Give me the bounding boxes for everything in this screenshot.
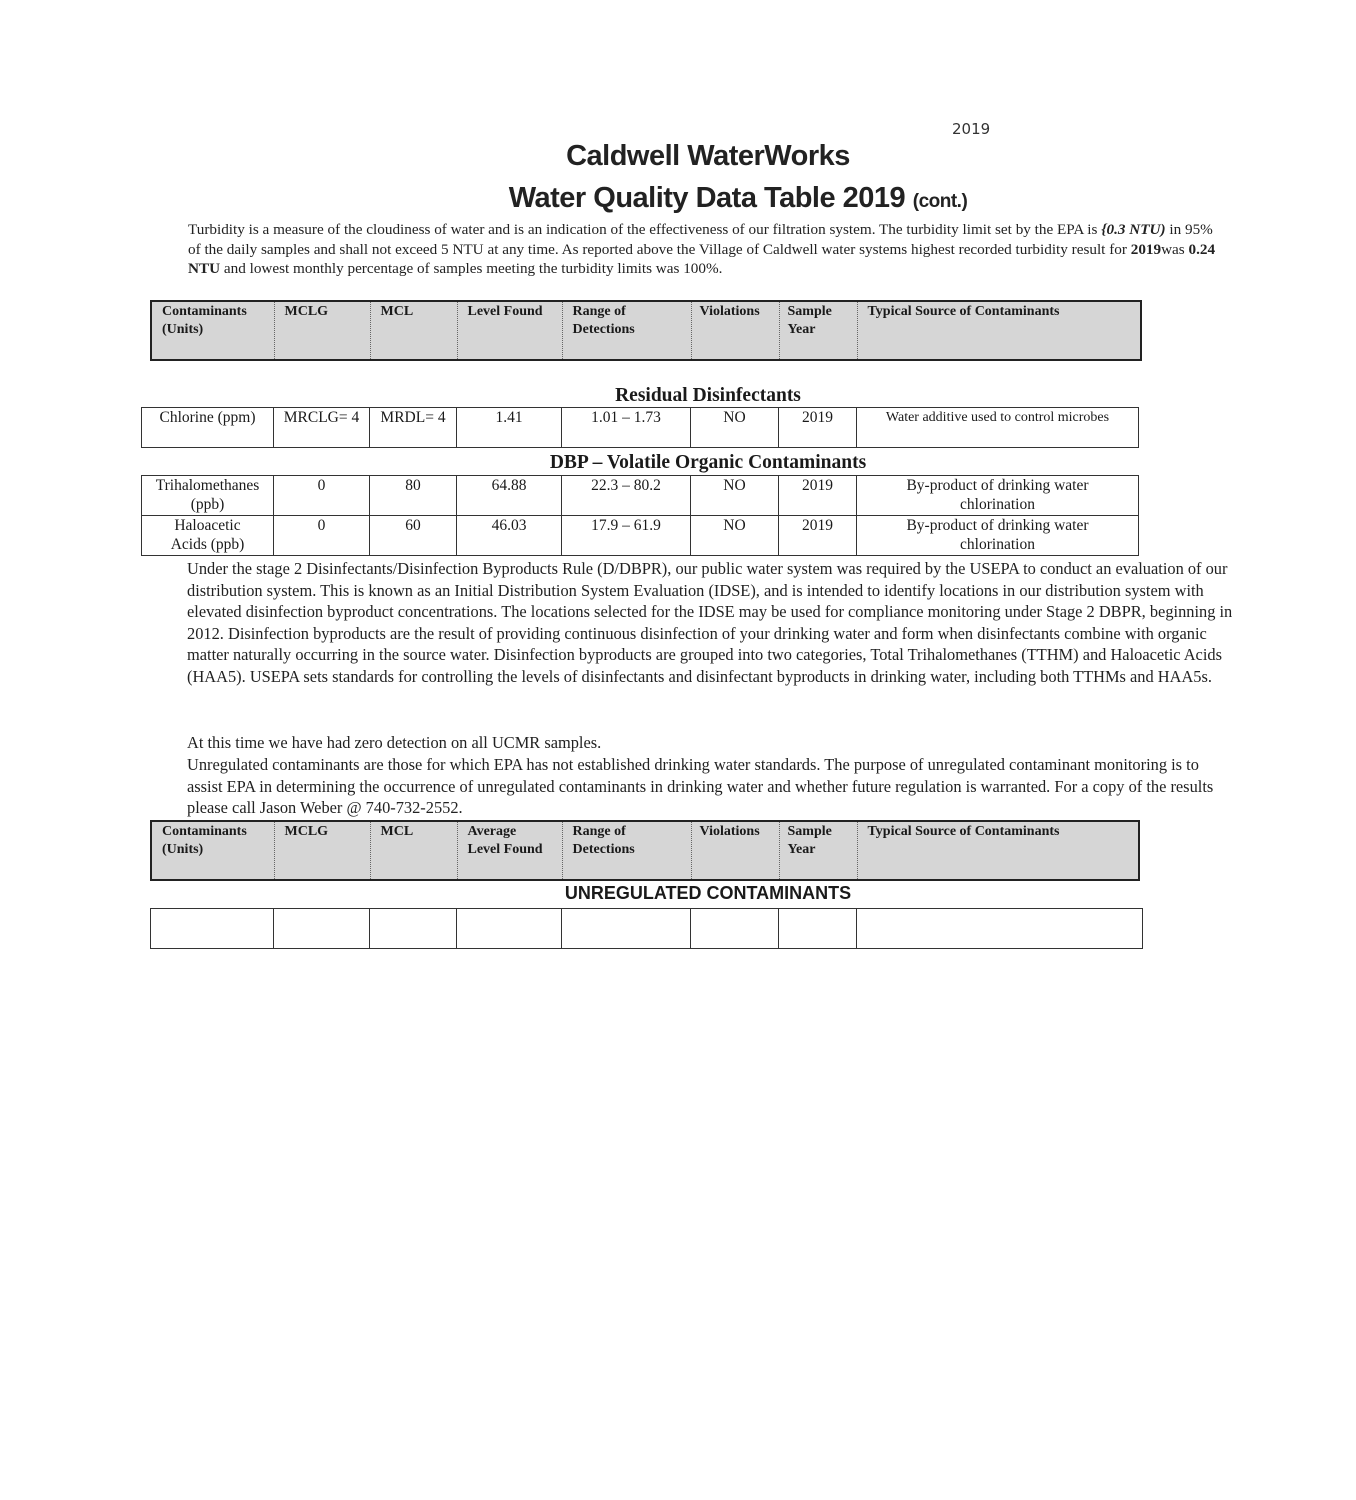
cell-violations: NO	[691, 408, 779, 448]
intro-text: in 95% of the daily samples and shall not exceed 5 NTU at any time. As reported above the Village of Caldwell water systems highest recorded turbidity result for	[188, 221, 1213, 258]
cell-mclg: 0	[274, 476, 370, 516]
cell-contaminant: Haloacetic Acids (ppb)	[142, 516, 274, 556]
header-typical-source: Typical Source of Contaminants	[857, 301, 1141, 360]
table-row	[151, 909, 1143, 949]
cell-level: 64.88	[457, 476, 562, 516]
turbidity-paragraph	[188, 220, 1228, 279]
cell-mcl	[370, 909, 457, 949]
header-contaminants: Contaminants (Units)	[151, 821, 274, 880]
cell-range: 17.9 – 61.9	[562, 516, 691, 556]
table-row	[142, 476, 1139, 516]
page-subtitle	[0, 182, 1356, 215]
header-mcl: MCL	[370, 301, 457, 360]
cell-source: Water additive used to control microbes	[857, 408, 1139, 448]
cell-range	[562, 909, 691, 949]
intro-text: was	[1161, 240, 1189, 258]
intro-text: and lowest monthly percentage of samples meeting the turbidity limits was 100%.	[220, 260, 723, 277]
cell-mcl: 60	[370, 516, 457, 556]
turbidity-year: 2019	[1130, 240, 1162, 258]
page-title	[0, 140, 1356, 173]
header-mclg: MCLG	[274, 301, 370, 360]
cell-contaminant: Trihalomethanes (ppb)	[142, 476, 274, 516]
header-average-level-found: Average Level Found	[457, 821, 562, 880]
section-unregulated: UNREGULATED CONTAMINANTS	[564, 883, 852, 903]
cell-year: 2019	[779, 408, 857, 448]
header-mclg: MCLG	[274, 821, 370, 880]
cell-mclg	[274, 909, 370, 949]
header-sample-year: Sample Year	[779, 301, 857, 360]
table-row	[142, 516, 1139, 556]
cell-mclg: MRCLG= 4	[274, 408, 370, 448]
section-dbp: DBP – Volatile Organic Contaminants	[549, 452, 867, 473]
table2-header	[150, 820, 1140, 881]
cell-violations	[691, 909, 779, 949]
dbpr-paragraph: Under the stage 2 Disinfectants/Disinfection Byproducts Rule (D/DBPR), our public water system was required by the USEPA to conduct an evaluation of our distribution system. This is known as an Initial Distribution System Evaluation (IDSE), and is intended to identify locations in our distribution system with elevated disinfection byproduct concentrations. The locations selected for the IDSE may be used for compliance monitoring under Stage 2 DBPR, beginning in 2012. Disinfection byproducts are the result of providing continuous disinfection of your drinking water and form when disinfectants combine with organic matter naturally occurring in the source water. Disinfection byproducts are grouped into two categories, Total Trihalomethanes (TTHM) and Haloacetic Acids (HAA5). USEPA sets standards for controlling the levels of disinfectants and disinfectant byproducts in drinking water, including both TTHMs and HAA5s.	[187, 559, 1233, 686]
header-sample-year: Sample Year	[779, 821, 857, 880]
intro-text: Turbidity is a measure of the cloudiness of water and is an indication of the effectiveness of our filtration system. The turbidity limit set by the EPA is	[188, 221, 1102, 238]
unregulated-table	[150, 908, 1143, 949]
cell-mcl: 80	[370, 476, 457, 516]
turbidity-limit: {0.3 NTU)	[1101, 221, 1166, 238]
cell-mcl: MRDL= 4	[370, 408, 457, 448]
cell-year: 2019	[779, 516, 857, 556]
residual-table	[141, 407, 1139, 448]
cell-range: 22.3 – 80.2	[562, 476, 691, 516]
cell-year	[779, 909, 857, 949]
cell-level: 1.41	[457, 408, 562, 448]
header-mcl: MCL	[370, 821, 457, 880]
table1-header	[150, 300, 1142, 361]
ucmr-paragraph: At this time we have had zero detection on all UCMR samples.	[187, 733, 602, 752]
header-typical-source: Typical Source of Contaminants	[857, 821, 1139, 880]
cell-mclg: 0	[274, 516, 370, 556]
turbidity-value: 0.24 NTU	[188, 240, 1216, 277]
title-line1: Caldwell WaterWorks	[566, 140, 850, 172]
dbp-table	[141, 475, 1139, 556]
cell-source: By-product of drinking water chlorination	[857, 476, 1139, 516]
cell-contaminant	[151, 909, 274, 949]
header-range: Range of Detections	[562, 301, 691, 360]
cell-level	[457, 909, 562, 949]
section-residual-disinfectants: Residual Disinfectants	[615, 385, 801, 406]
cell-range: 1.01 – 1.73	[562, 408, 691, 448]
cell-source: By-product of drinking water chlorination	[857, 516, 1139, 556]
header-range: Range of Detections	[562, 821, 691, 880]
cell-level: 46.03	[457, 516, 562, 556]
cell-source	[857, 909, 1143, 949]
cell-year: 2019	[779, 476, 857, 516]
cell-contaminant: Chlorine (ppm)	[142, 408, 274, 448]
unregulated-paragraph: Unregulated contaminants are those for which EPA has not established drinking water standards. The purpose of unregulated contaminant monitoring is to assist EPA in determining the occurrence of unregulated contaminants in drinking water and whether future regulation is warranted. For a copy of the results please call Jason Weber @ 740-732-2552.	[187, 755, 1214, 818]
header-violations: Violations	[691, 301, 779, 360]
title-suffix: (cont.)	[912, 191, 968, 212]
title-line2: Water Quality Data Table 2019	[508, 182, 906, 214]
header-level-found: Level Found	[457, 301, 562, 360]
header-violations: Violations	[691, 821, 779, 880]
table-row	[142, 408, 1139, 448]
corner-year: 2019	[952, 120, 991, 138]
header-contaminants: Contaminants (Units)	[151, 301, 274, 360]
cell-violations: NO	[691, 516, 779, 556]
cell-violations: NO	[691, 476, 779, 516]
